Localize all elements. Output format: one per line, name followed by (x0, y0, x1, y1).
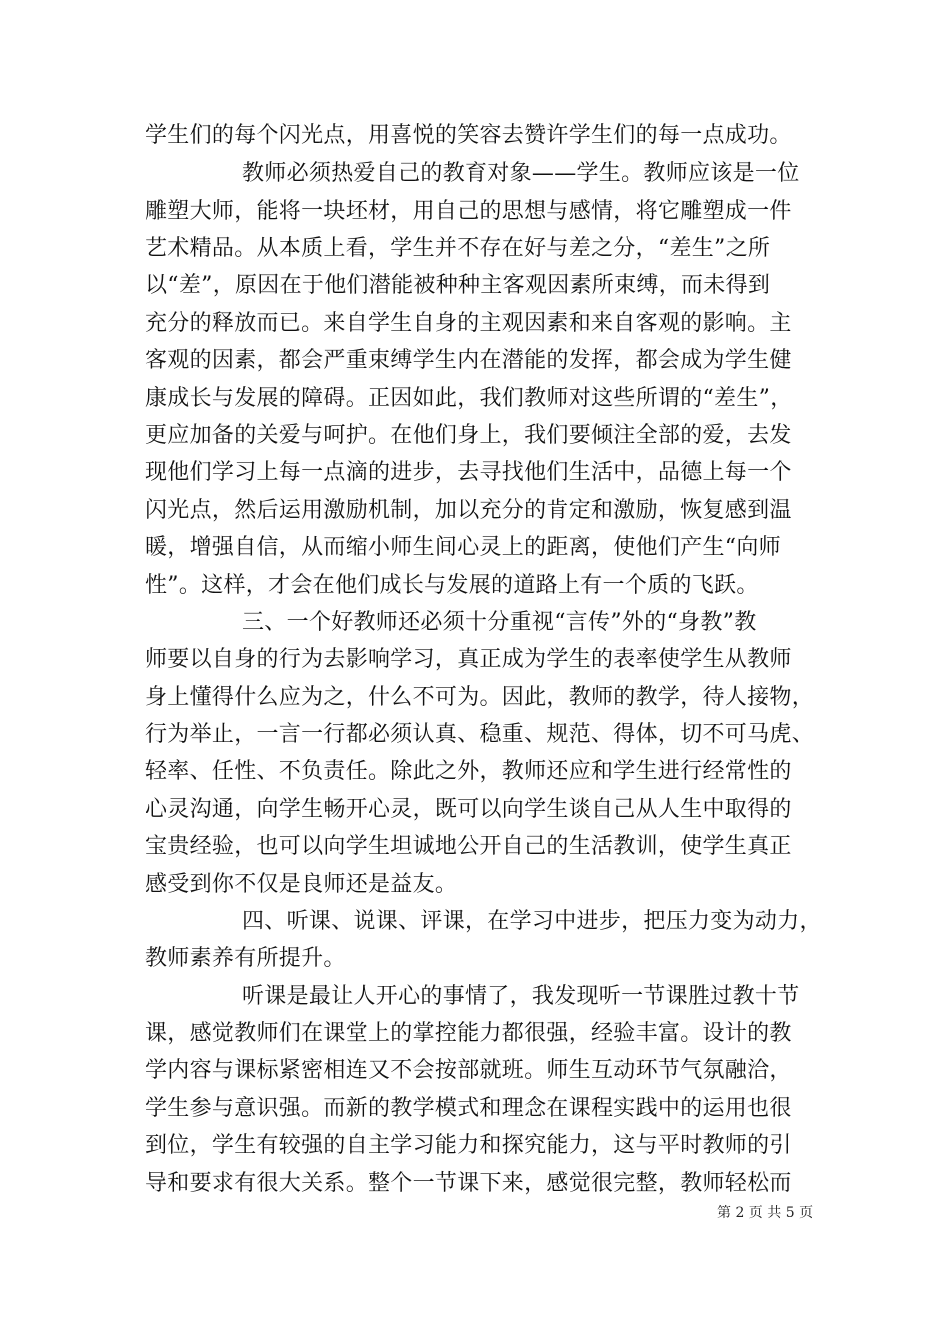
page-number-footer: 第 2 页 共 5 页 (717, 1205, 814, 1221)
text-line: 性”。这样，才会在他们成长与发展的道路上有一个质的飞跃。 (145, 573, 759, 598)
text-line: 身上懂得什么应为之，什么不可为。因此，教师的教学，待人接物， (145, 685, 815, 710)
section-heading-line: 四、听课、说课、评课，在学习中进步，把压力变为动力， (242, 909, 822, 934)
text-line: 充分的释放而已。来自学生自身的主观因素和来自客观的影响。主 (145, 311, 792, 336)
text-line: 闪光点，然后运用激励机制，加以充分的肯定和激励，恢复感到温 (145, 498, 792, 523)
text-line: 宝贵经验，也可以向学生坦诚地公开自己的生活教训，使学生真正 (145, 834, 792, 859)
paragraph-start-line: 教师必须热爱自己的教育对象——学生。教师应该是一位 (242, 161, 800, 186)
text-line: 现他们学习上每一点滴的进步，去寻找他们生活中，品德上每一个 (145, 460, 792, 485)
text-line: 导和要求有很大关系。整个一节课下来，感觉很完整，教师轻松而 (145, 1171, 792, 1196)
text-line: 康成长与发展的障碍。正因如此，我们教师对这些所谓的“差生”， (145, 386, 793, 411)
paragraph-start-line: 听课是最让人开心的事情了，我发现听一节课胜过教十节 (242, 984, 800, 1009)
text-line: 感受到你不仅是良师还是益友。 (145, 872, 458, 897)
text-line: 暖，增强自信，从而缩小师生间心灵上的距离，使他们产生“向师 (145, 535, 781, 560)
text-line: 学内容与课标紧密相连又不会按部就班。师生互动环节气氛融洽， (145, 1058, 792, 1083)
text-line: 行为举止，一言一行都必须认真、稳重、规范、得体，切不可马虎、 (145, 722, 815, 747)
text-line: 课，感觉教师们在课堂上的掌控能力都很强，经验丰富。设计的教 (145, 1021, 792, 1046)
text-line: 艺术精品。从本质上看，学生并不存在好与差之分，“差生”之所 (145, 236, 771, 261)
text-line: 师要以自身的行为去影响学习，真正成为学生的表率使学生从教师 (145, 647, 792, 672)
text-line: 教师素养有所提升。 (145, 946, 346, 971)
text-line: 到位，学生有较强的自主学习能力和探究能力，这与平时教师的引 (145, 1133, 792, 1158)
text-line: 客观的因素，都会严重束缚学生内在潜能的发挥，都会成为学生健 (145, 348, 792, 373)
text-line: 雕塑大师，能将一块坯材，用自己的思想与感情，将它雕塑成一件 (145, 199, 792, 224)
text-line: 学生参与意识强。而新的教学模式和理念在课程实践中的运用也很 (145, 1096, 792, 1121)
text-line: 以“差”，原因在于他们潜能被种种主客观因素所束缚，而未得到 (145, 273, 771, 298)
section-heading-line: 三、一个好教师还必须十分重视“言传”外的“身教”教 (242, 610, 757, 635)
text-line: 轻率、任性、不负责任。除此之外，教师还应和学生进行经常性的 (145, 759, 792, 784)
text-line: 心灵沟通，向学生畅开心灵，既可以向学生谈自己从人生中取得的 (145, 797, 792, 822)
text-line: 学生们的每个闪光点，用喜悦的笑容去赞许学生们的每一点成功。 (145, 123, 792, 148)
text-line: 更应加备的关爱与呵护。在他们身上，我们要倾注全部的爱，去发 (145, 423, 792, 448)
